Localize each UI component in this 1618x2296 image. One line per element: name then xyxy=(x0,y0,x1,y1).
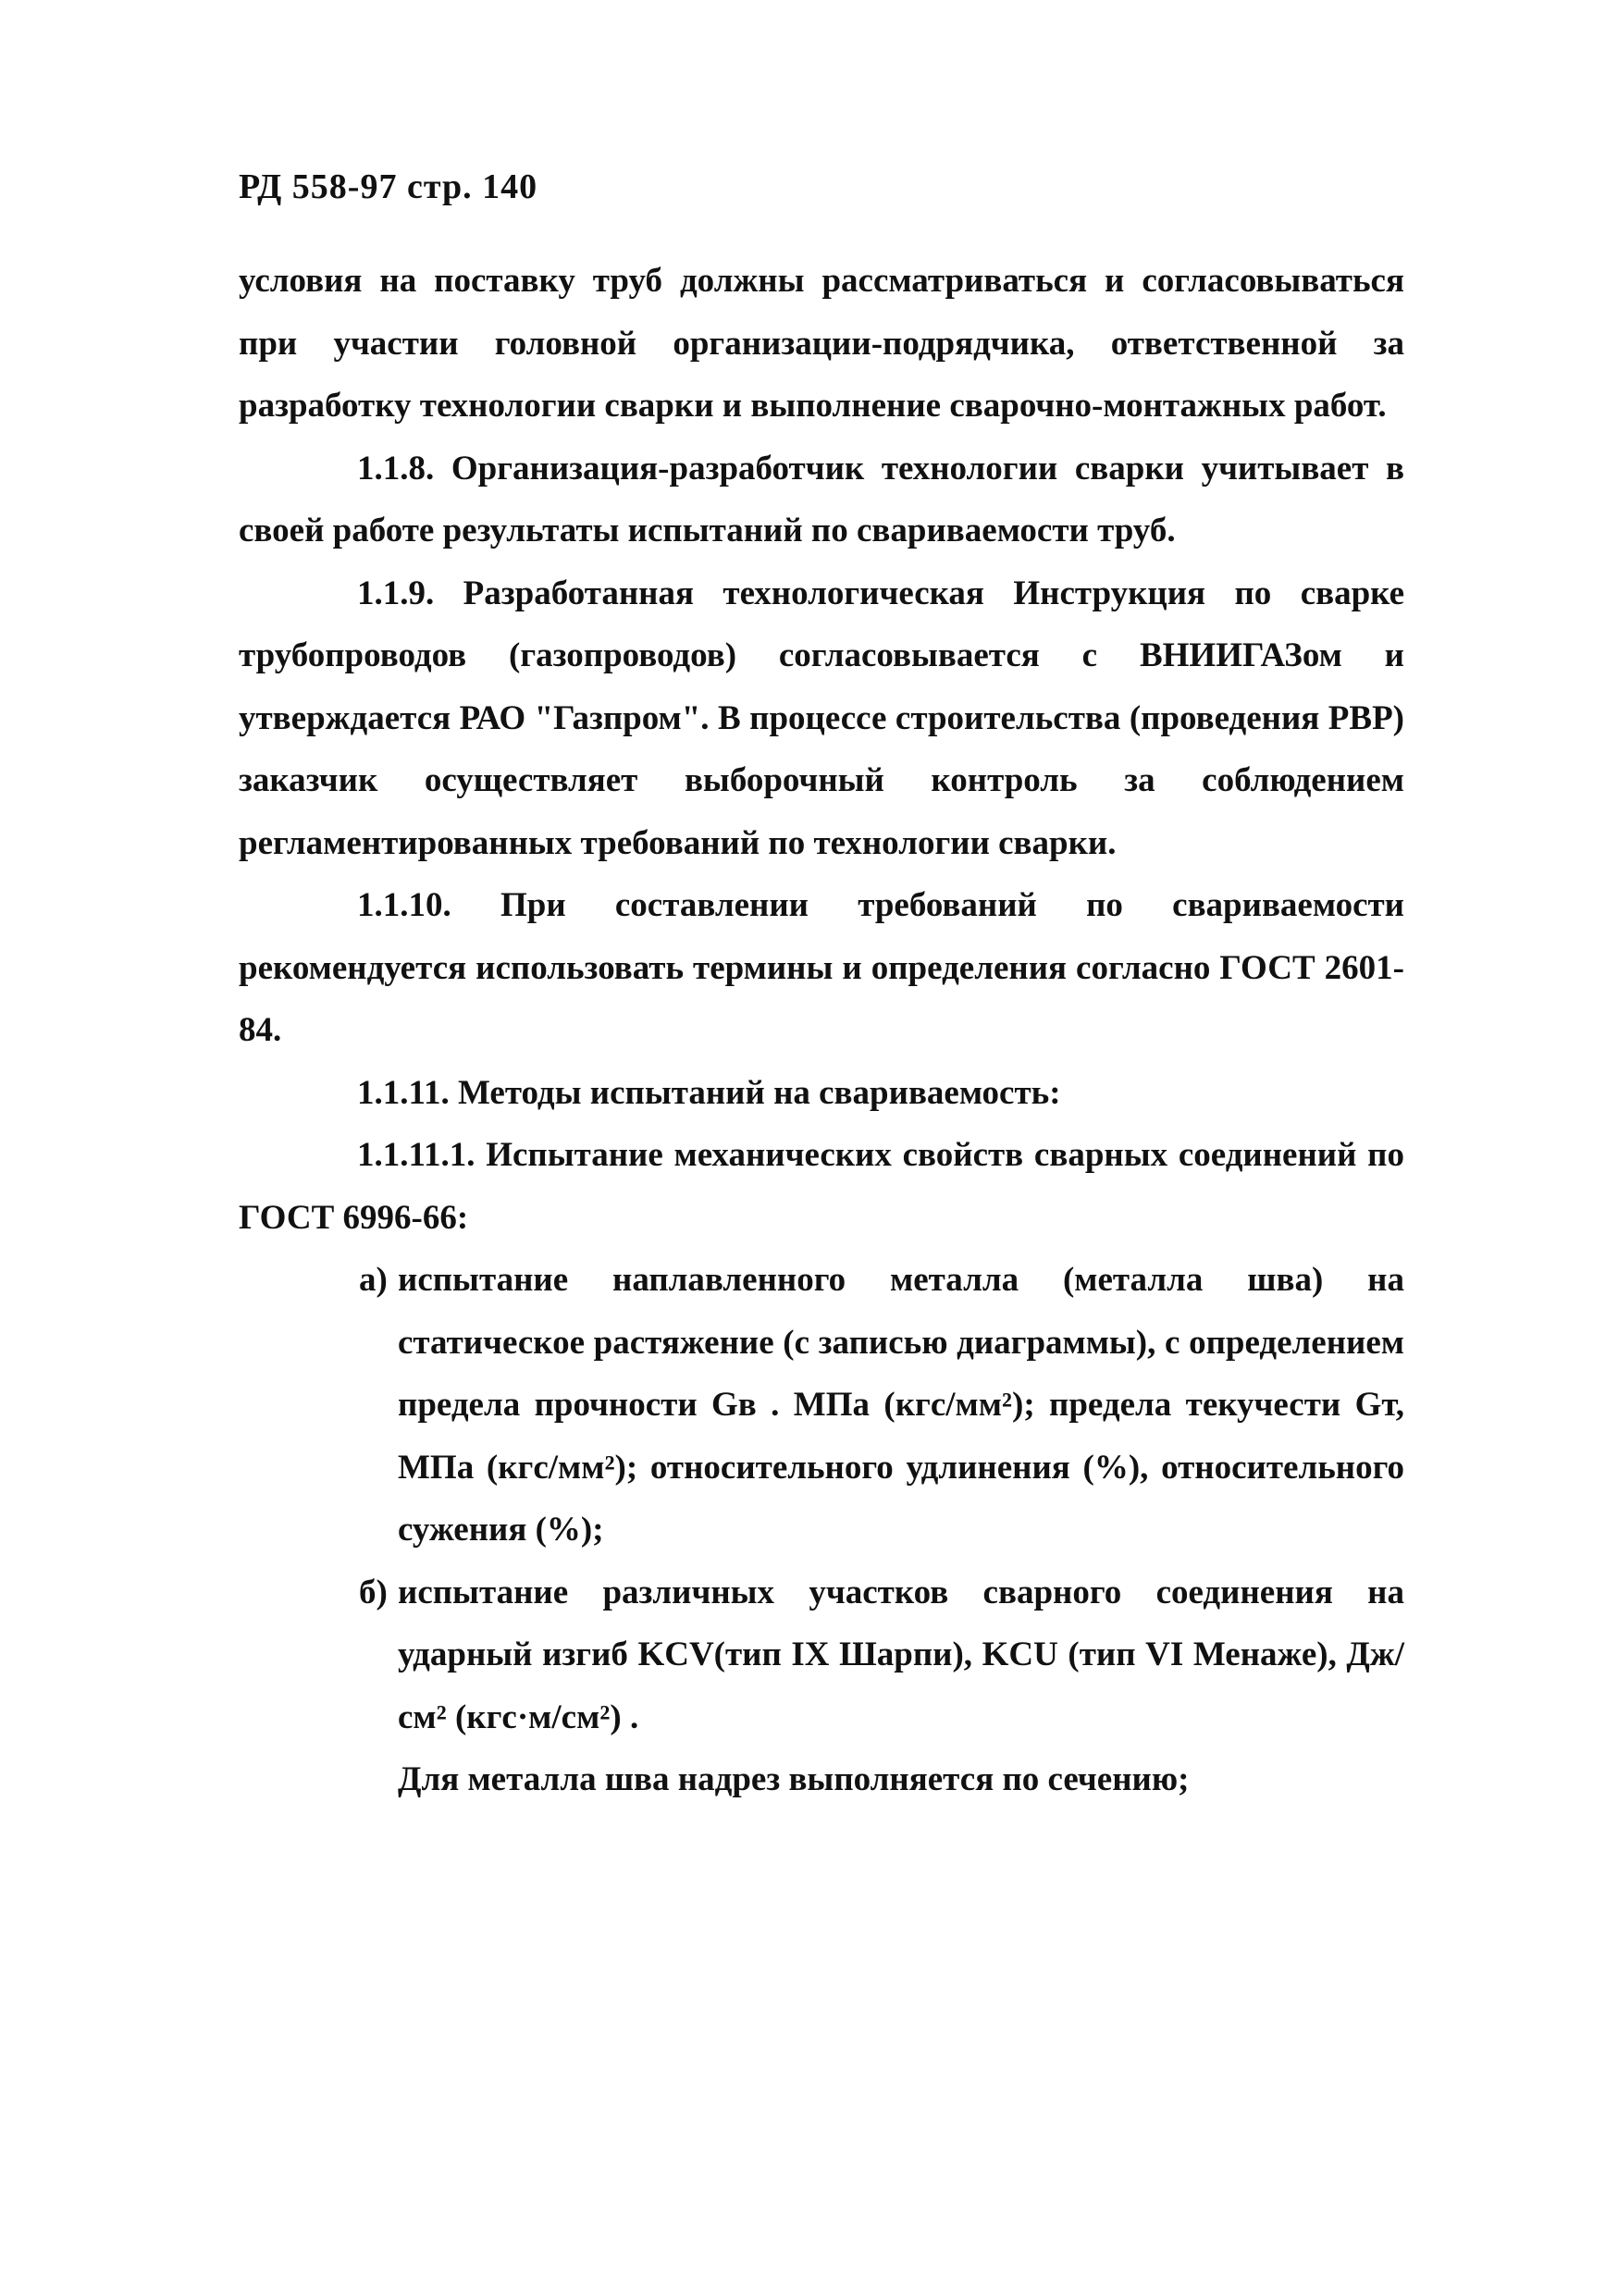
list-marker-a: а) xyxy=(359,1261,388,1299)
paragraph-1-1-10: 1.1.10. При составлении требований по свариваемости рекомендуется использовать термины и определения согласно ГОСТ 2601-84. xyxy=(239,886,1404,1049)
page-header: РД 558-97 стр. 140 xyxy=(239,167,538,206)
paragraph-continuation: условия на поставку труб должны рассматриваться и согласовываться при участии головной организации-подрядчика, ответственной за разработку технологии сварки и выполнение сварочно-монтажных работ. xyxy=(239,262,1404,425)
list-text-b: испытание различных участков сварного соединения на ударный изгиб KCV(тип IX Шарпи), KCU (тип VI Менаже), Дж/см² (кгс·м/см²) . xyxy=(398,1573,1404,1736)
list-item-a xyxy=(239,1249,1404,1562)
list-item-b xyxy=(239,1562,1404,1749)
list-marker-b: б) xyxy=(359,1573,388,1611)
paragraph-1-1-8: 1.1.8. Организация-разработчик технологии сварки учитывает в своей работе результаты испытаний по свариваемости труб. xyxy=(239,449,1404,549)
paragraph-1-1-9: 1.1.9. Разработанная технологическая Инструкция по сварке трубопроводов (газопроводов) согласовывается с ВНИИГАЗом и утверждается РАО "Газпром". В процессе строительства (проведения РВР) заказчик осуществляет выборочный контроль за соблюдением регламентированных требований по технологии сварки. xyxy=(239,574,1404,862)
note-weld-metal: Для металла шва надрез выполняется по сечению; xyxy=(398,1760,1190,1798)
list-text-a: испытание наплавленного металла (металла шва) на статическое растяжение (с записью диаграммы), с определением предела прочности Gв . МПа (кгс/мм²); предела текучести Gт, МПа (кгс/мм²); относительного удлинения (%), относительного сужения (%); xyxy=(398,1261,1404,1549)
paragraph-1-1-11-1: 1.1.11.1. Испытание механических свойств сварных соединений по ГОСТ 6996-66: xyxy=(239,1136,1404,1237)
document-body xyxy=(239,250,1404,1811)
paragraph-1-1-11: 1.1.11. Методы испытаний на свариваемость: xyxy=(357,1073,1061,1112)
